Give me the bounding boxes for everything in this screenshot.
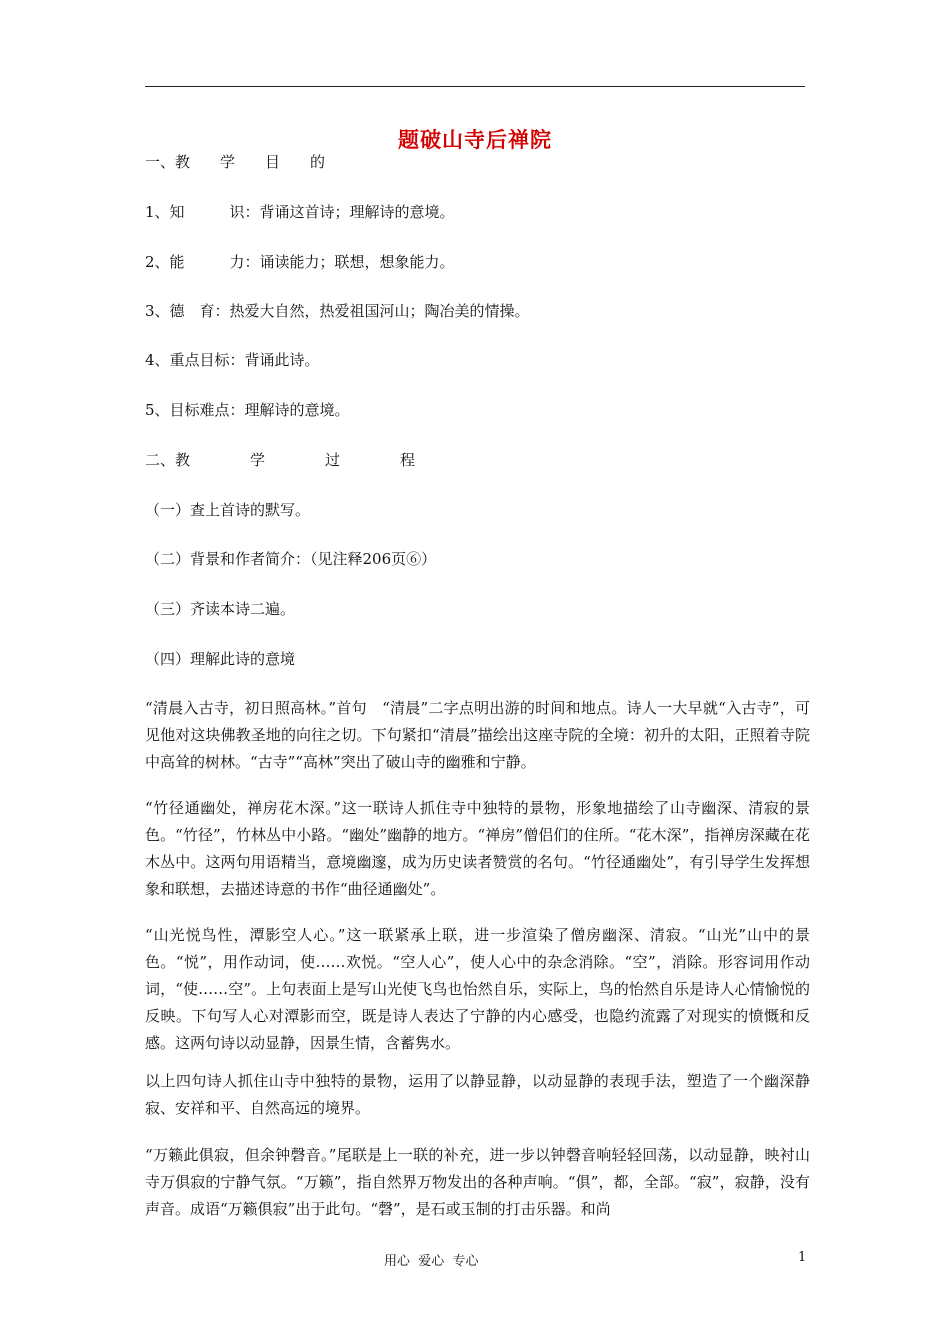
objective-item-ability: 2、能 力：诵读能力；联想，想象能力。 bbox=[145, 253, 455, 271]
analysis-paragraph-2: “竹径通幽处，禅房花木深。”这一联诗人抓住寺中独特的景物，形象地描绘了山寺幽深、清寂的景色。“竹径”，竹林丛中小路。“幽处”幽静的地方。“禅房”僧侣们的住所。“花木深”，指禅房深藏在花木丛中。这两句用语精当，意境幽邃，成为历史读者赞赏的名句。“竹径通幽处”，有引导学生发挥想象和联想，去描述诗意的书作“曲径通幽处”。 bbox=[145, 799, 810, 898]
page-number: 1 bbox=[798, 1250, 807, 1265]
section-heading-objectives: 一、教 学 目 的 bbox=[145, 153, 326, 171]
document-title: 题破山寺后禅院 bbox=[398, 127, 552, 152]
process-step-4: （四）理解此诗的意境 bbox=[145, 650, 296, 668]
objective-item-key-goal: 4、重点目标：背诵此诗。 bbox=[145, 351, 320, 369]
objective-item-moral: 3、德 育：热爱大自然，热爱祖国河山；陶冶美的情操。 bbox=[145, 302, 530, 320]
process-step-1: （一）查上首诗的默写。 bbox=[145, 501, 311, 519]
footer-text: 用心 爱心 专心 bbox=[384, 1254, 479, 1269]
header-rule bbox=[145, 86, 805, 87]
analysis-paragraph-4: 以上四句诗人抓住山寺中独特的景物，运用了以静显静，以动显静的表现手法，塑造了一个幽深静寂、安祥和平、自然高远的境界。 bbox=[145, 1072, 810, 1117]
analysis-paragraph-1: “清晨入古寺，初日照高林。”首句 “清晨”二字点明出游的时间和地点。诗人一大早就“入古寺”，可见他对这块佛教圣地的向往之切。下句紧扣“清晨”描绘出这座寺院的全境：初升的太阳，正照着寺院中高耸的树林。“古寺”“高林”突出了破山寺的幽雅和宁静。 bbox=[145, 699, 810, 771]
analysis-paragraph-3: “山光悦鸟性，潭影空人心。”这一联紧承上联，进一步渲染了僧房幽深、清寂。“山光”山中的景色。“悦”，用作动词，使……欢悦。“空人心”，使人心中的杂念消除。“空”，消除。形容词用作动词，“使……空”。上句表面上是写山光使飞鸟也怡然自乐，实际上，鸟的怡然自乐是诗人心情愉悦的反映。下句写人心对潭影而空，既是诗人表达了宁静的内心感受，也隐约流露了对现实的愤慨和反感。这两句诗以动显静，因景生情，含蓄隽水。 bbox=[145, 926, 810, 1052]
analysis-paragraph-5: “万籁此俱寂，但余钟磬音。”尾联是上一联的补充，进一步以钟磬音响轻轻回荡，以动显静，映衬山寺万俱寂的宁静气氛。“万籁”，指自然界万物发出的各种声响。“俱”，都，全部。“寂”，寂静，没有声音。成语“万籁俱寂”出于此句。“磬”，是石或玉制的打击乐器。和尚 bbox=[145, 1146, 810, 1218]
objective-item-knowledge: 1、知 识：背诵这首诗；理解诗的意境。 bbox=[145, 203, 455, 221]
objective-item-difficulty: 5、目标难点：理解诗的意境。 bbox=[145, 401, 350, 419]
section-heading-process: 二、教 学 过 程 bbox=[145, 451, 416, 469]
process-step-2: （二）背景和作者简介：（见注释206页⑥） bbox=[145, 550, 437, 568]
process-step-3: （三）齐读本诗二遍。 bbox=[145, 600, 296, 618]
